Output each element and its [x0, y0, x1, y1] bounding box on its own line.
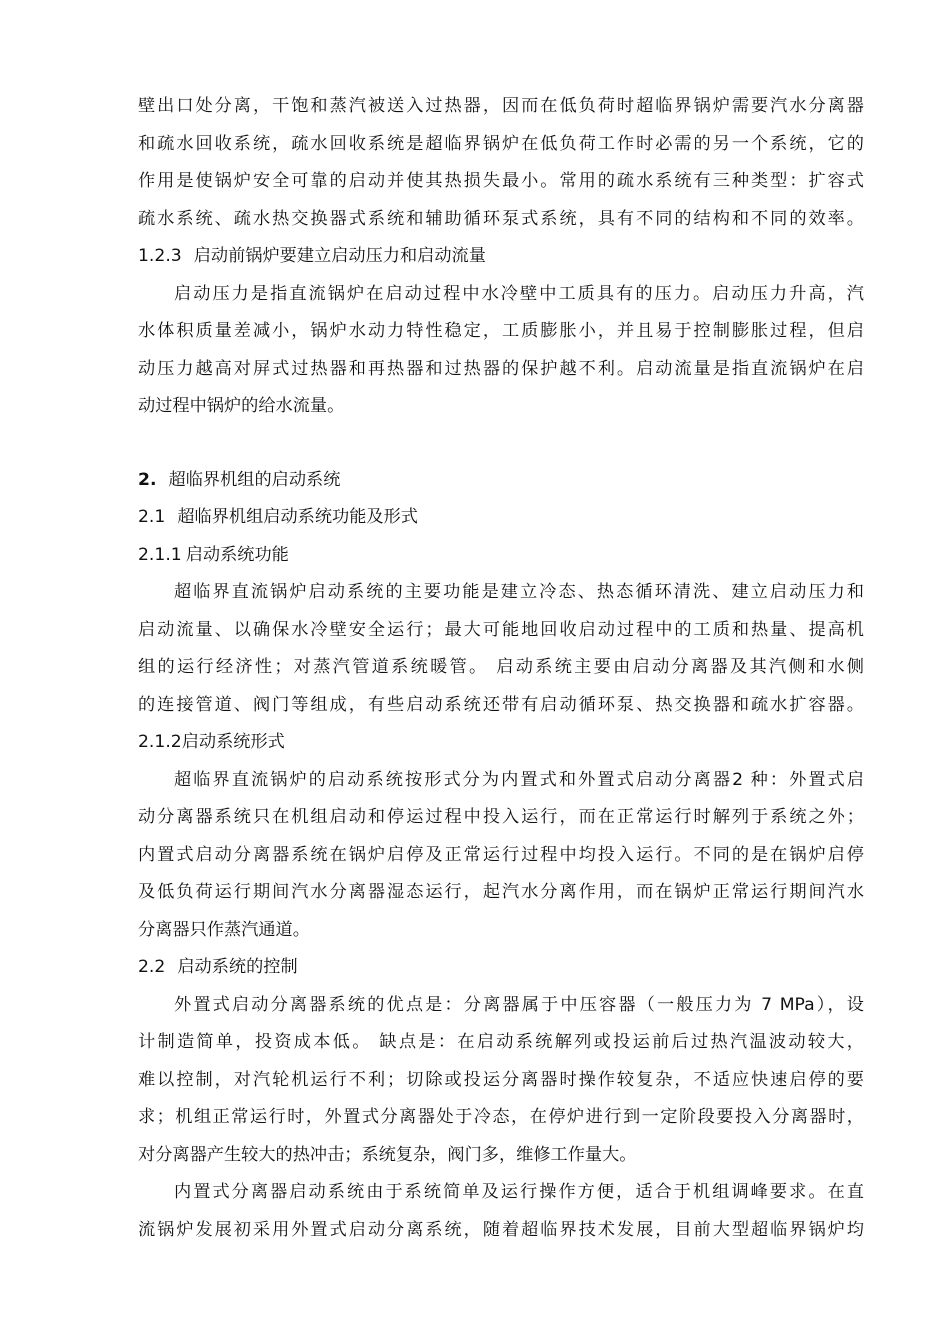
section-heading-2-1-1	[138, 537, 864, 575]
text-line: 水体积质量差减小，锅炉水动力特性稳定，工质膨胀小，并且易于控制膨胀过程，但启	[138, 321, 864, 341]
text-line: 难以控制，对汽轮机运行不利；切除或投运分离器时操作较复杂，不适应快速启停的要	[138, 1069, 864, 1090]
text-line: 及低负荷运行期间汽水分离器湿态运行，起汽水分离作用，而在锅炉正常运行期间汽水	[138, 882, 864, 902]
text-line: 动分离器系统只在机组启动和停运过程中投入运行，而在正常运行时解列于系统之外；	[138, 807, 864, 827]
text-line: 动压力越高对屏式过热器和再热器和过热器的保护越不利。启动流量是指直流锅炉在启	[138, 358, 864, 379]
section-title: 启动系统功能	[185, 544, 289, 565]
section-number: 2.1	[138, 507, 166, 527]
section-gap	[138, 426, 864, 462]
section-heading-2	[138, 462, 864, 500]
document-page	[138, 88, 864, 1249]
text-line: 启动流量、以确保水冷壁安全运行；最大可能地回收启动过程中的工质和热量、提高机	[138, 619, 864, 640]
text-line: 分离器只作蒸汽通道。	[138, 919, 310, 940]
paragraph-startup-pressure	[138, 276, 864, 426]
section-heading-2-1-2	[138, 724, 864, 762]
section-heading-1-2-3	[138, 238, 864, 276]
text-line: 对分离器产生较大的热冲击；系统复杂，阀门多，维修工作量大。	[138, 1144, 637, 1165]
paragraph-startup-form	[138, 762, 864, 950]
section-title: 超临界机组启动系统功能及形式	[177, 507, 418, 527]
text-line: 计制造简单，投资成本低。 缺点是：在启动系统解列或投运前后过热汽温波动较大，	[138, 1032, 864, 1052]
text-line: 内置式分离器启动系统由于系统简单及运行操作方便，适合于机组调峰要求。在直	[174, 1182, 864, 1202]
text-line: 作用是使锅炉安全可靠的启动并使其热损失最小。常用的疏水系统有三种类型：扩容式	[138, 171, 864, 191]
text-line: 超临界直流锅炉的启动系统按形式分为内置式和外置式启动分离器2 种：外置式启	[174, 769, 864, 790]
paragraph-startup-function	[138, 574, 864, 724]
text-line: 内置式启动分离器系统在锅炉启停及正常运行过程中均投入运行。不同的是在锅炉启停	[138, 844, 864, 865]
section-title: 启动前锅炉要建立启动压力和启动流量	[193, 246, 486, 266]
section-title: 启动系统的控制	[177, 957, 298, 977]
paragraph-internal-separator	[138, 1174, 864, 1249]
text-line: 流锅炉发展初采用外置式启动分离系统，随着超临界技术发展，目前大型超临界锅炉均	[138, 1219, 864, 1240]
section-heading-2-2	[138, 949, 864, 987]
paragraph-drain-systems	[138, 88, 864, 238]
section-title: 超临界机组的启动系统	[168, 469, 341, 490]
text-line: 壁出口处分离，干饱和蒸汽被送入过热器，因而在低负荷时超临界锅炉需要汽水分离器	[138, 96, 864, 116]
text-line: 动过程中锅炉的给水流量。	[138, 396, 345, 416]
section-number: 2.1.1	[138, 544, 182, 565]
text-line: 的连接管道、阀门等组成，有些启动系统还带有启动循环泵、热交换器和疏水扩容器。	[138, 694, 864, 715]
section-number: 2.1.2	[138, 732, 182, 752]
text-line: 疏水系统、疏水热交换器式系统和辅助循环泵式系统，具有不同的结构和不同的效率。	[138, 208, 864, 229]
text-line: 和疏水回收系统，疏水回收系统是超临界锅炉在低负荷工作时必需的另一个系统，它的	[138, 133, 864, 154]
paragraph-external-separator	[138, 987, 864, 1175]
section-number: 1.2.3	[138, 246, 182, 266]
section-number: 2.2	[138, 957, 166, 977]
text-line: 启动压力是指直流锅炉在启动过程中水冷壁中工质具有的压力。启动压力升高，汽	[174, 283, 864, 304]
section-number: 2.	[138, 469, 157, 490]
text-line: 超临界直流锅炉启动系统的主要功能是建立冷态、热态循环清洗、建立启动压力和	[174, 582, 864, 602]
text-line: 求；机组正常运行时，外置式分离器处于冷态，在停炉进行到一定阶段要投入分离器时，	[138, 1107, 864, 1127]
section-heading-2-1	[138, 499, 864, 537]
text-line: 外置式启动分离器系统的优点是：分离器属于中压容器（一般压力为 7 MPa），设	[174, 994, 864, 1015]
text-line: 组的运行经济性；对蒸汽管道系统暖管。 启动系统主要由启动分离器及其汽侧和水侧	[138, 657, 864, 677]
section-title: 启动系统形式	[181, 732, 285, 752]
